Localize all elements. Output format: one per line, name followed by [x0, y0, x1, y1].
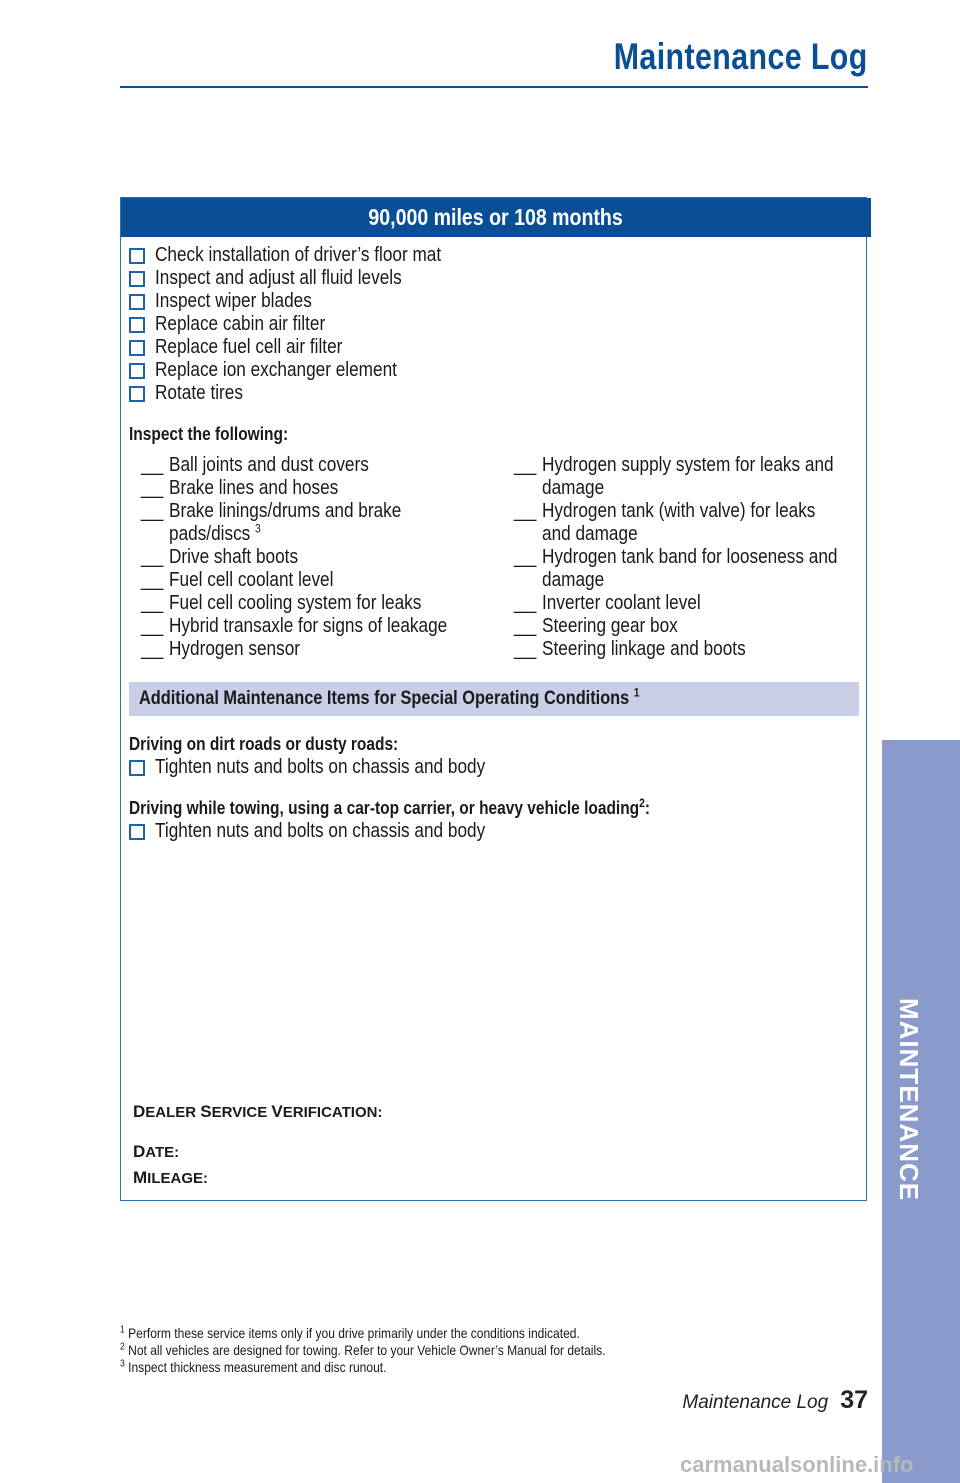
inspect-item: __ Fuel cell cooling system for leaks	[141, 592, 422, 614]
checkbox-icon[interactable]	[129, 340, 145, 356]
checkbox-icon[interactable]	[129, 760, 145, 776]
checkbox-icon[interactable]	[129, 294, 145, 310]
inspect-item-continued: and damage	[542, 523, 638, 545]
footnote-ref: 1	[633, 685, 640, 700]
inspect-item: __ Hydrogen tank band for looseness and	[514, 546, 838, 568]
inspect-item: __ Ball joints and dust covers	[141, 454, 369, 476]
inspect-item-continued: pads/discs $^3$	[169, 521, 261, 545]
dealer-verification-label: DEALER SERVICE VERIFICATION:	[133, 1102, 383, 1121]
additional-maintenance-bar: Additional Maintenance Items for Special Operating Conditions $^1$	[129, 682, 859, 716]
inspect-item: __ Hydrogen supply system for leaks and	[514, 454, 834, 476]
service-checklist	[129, 244, 488, 405]
inspect-item-continued: damage	[542, 569, 605, 591]
side-tab-label: MAINTENANCE	[894, 998, 924, 1202]
checkbox-icon[interactable]	[129, 363, 145, 379]
inspect-item: __ Hydrogen sensor	[141, 638, 300, 660]
watermark: carmanualsonline.info	[680, 1452, 914, 1477]
checklist-item[interactable]: Inspect and adjust all fluid levels	[129, 267, 488, 290]
checkbox-icon[interactable]	[129, 386, 145, 402]
towing-title: Driving while towing, using a car-top carrier, or heavy vehicle loading$^2$:	[129, 796, 651, 818]
service-box	[120, 197, 867, 1201]
checklist-item[interactable]: Replace ion exchanger element	[129, 359, 488, 382]
page-title: Maintenance Log	[614, 36, 868, 77]
footnote: $^1$ Perform these service items only if you drive primarily under the conditions indicated.	[120, 1324, 580, 1341]
checklist-item[interactable]: Replace fuel cell air filter	[129, 336, 488, 359]
checkbox-icon[interactable]	[129, 248, 145, 264]
inspect-item: __ Steering gear box	[514, 615, 678, 637]
inspect-item: __ Brake linings/drums and brake	[141, 500, 402, 522]
date-label: DATE:	[133, 1142, 180, 1161]
inspect-item: __ Hybrid transaxle for signs of leakage	[141, 615, 448, 637]
title-rule	[120, 86, 868, 88]
inspect-item: __ Drive shaft boots	[141, 546, 299, 568]
footer-label: Maintenance Log	[682, 1392, 829, 1413]
checkbox-icon[interactable]	[129, 824, 145, 840]
dusty-roads-title: Driving on dirt roads or dusty roads:	[129, 734, 399, 754]
footnote: $^2$ Not all vehicles are designed for towing. Refer to your Vehicle Owner’s Manual for details.	[120, 1341, 606, 1358]
checklist-item[interactable]: Check installation of driver’s floor mat	[129, 244, 488, 267]
footnote-ref: 3	[255, 521, 261, 536]
inspect-item: __ Fuel cell coolant level	[141, 569, 334, 591]
footnotes	[120, 1325, 685, 1376]
inspect-item: __ Steering linkage and boots	[514, 638, 746, 660]
footnote: $^3$ Inspect thickness measurement and disc runout.	[120, 1358, 387, 1375]
checkbox-icon[interactable]	[129, 317, 145, 333]
towing-item[interactable]: Tighten nuts and bolts on chassis and body	[129, 820, 539, 843]
checklist-item[interactable]: Inspect wiper blades	[129, 290, 488, 313]
inspect-item: __ Hydrogen tank (with valve) for leaks	[514, 500, 816, 522]
service-interval-header: 90,000 miles or 108 months	[121, 198, 871, 237]
mileage-label: MILEAGE:	[133, 1168, 209, 1187]
inspect-item: __ Inverter coolant level	[514, 592, 701, 614]
checklist-item[interactable]: Rotate tires	[129, 382, 488, 405]
inspect-item-continued: damage	[542, 477, 605, 499]
inspect-item: __ Brake lines and hoses	[141, 477, 339, 499]
dusty-roads-item[interactable]: Tighten nuts and bolts on chassis and body	[129, 756, 539, 779]
inspect-list-right	[514, 454, 886, 661]
inspect-title: Inspect the following:	[129, 424, 289, 444]
page-number: 37	[840, 1386, 868, 1414]
checkbox-icon[interactable]	[129, 271, 145, 287]
page-footer	[682, 1386, 868, 1415]
checklist-item[interactable]: Replace cabin air filter	[129, 313, 488, 336]
inspect-list-left	[141, 454, 493, 661]
footnote-ref: 2	[639, 796, 645, 810]
